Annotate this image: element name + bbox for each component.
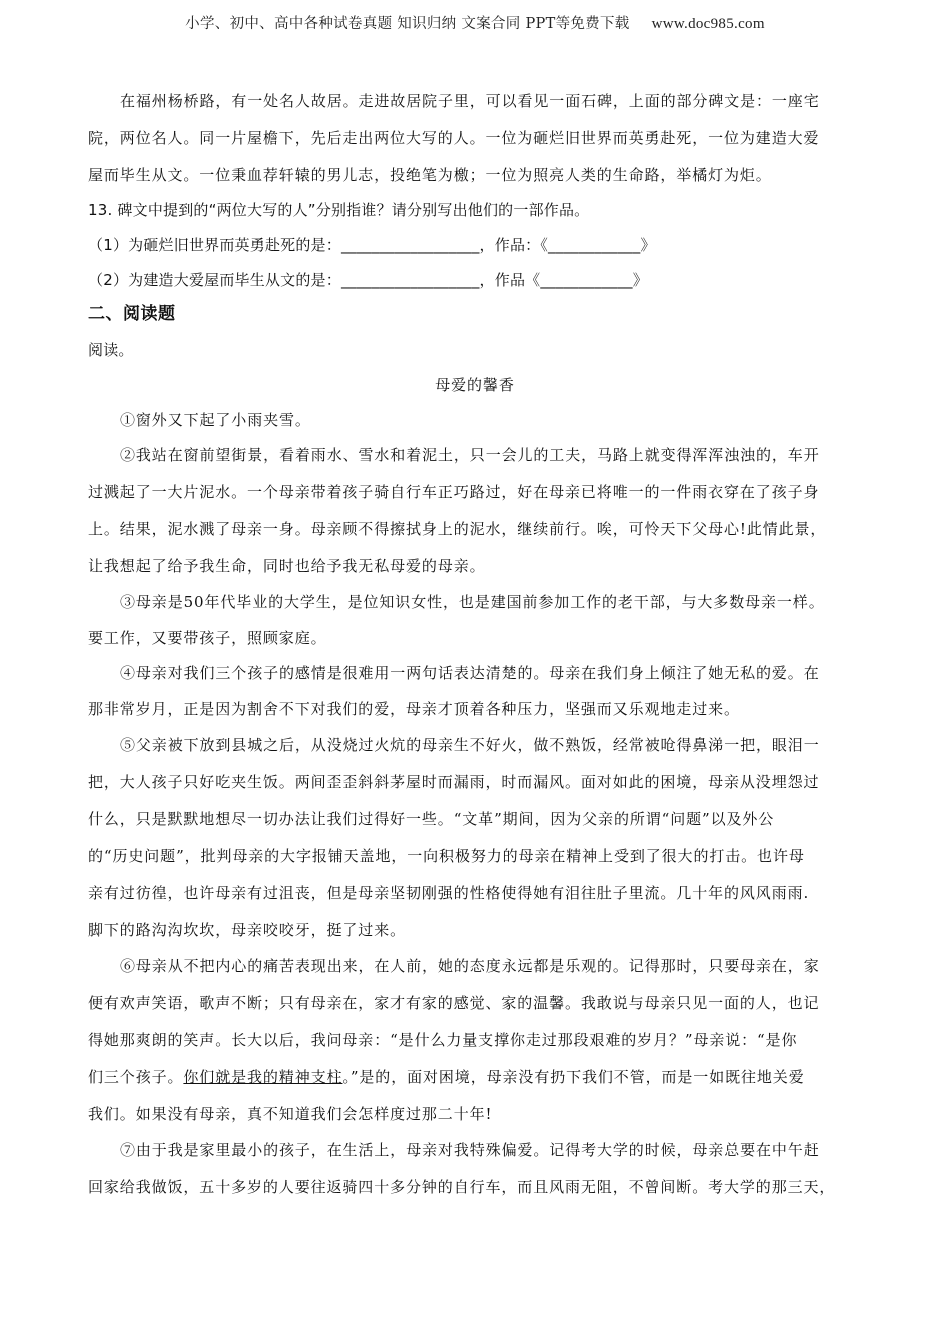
paragraph-4-line-1: ④母亲对我们三个孩子的感情是很难用一两句话表达清楚的。母亲在我们身上倾注了她无私的爱。在 — [120, 664, 820, 682]
paragraph-2-line-2: 过溅起了一大片泥水。一个母亲带着孩子骑自行车正巧路过，好在母亲已将唯一的一件雨衣穿在了孩子身 — [88, 483, 820, 501]
paragraph-5-line-2: 把，大人孩子只好吃夹生饭。两间歪歪斜斜茅屋时而漏雨，时而漏风。面对如此的困境，母亲从没埋怨过 — [88, 773, 820, 791]
question-13-answer-2: （2）为建造大爱屋而毕生从文的是：__________________，作品《____________》 — [88, 271, 648, 289]
paragraph-2-line-1: ②我站在窗前望街景，看着雨水、雪水和着泥土，只一会儿的工夫，马路上就变得浑浑浊浊的，车开 — [120, 446, 820, 464]
paragraph-6-line-4-end: 。”是的，面对困境，母亲没有扔下我们不管，而是一如既往地关爱 — [342, 1068, 805, 1086]
question-13-stem: 13. 碑文中提到的“两位大写的人”分别指谁？请分别写出他们的一部作品。 — [88, 201, 590, 219]
paragraph-3-line-1: ③母亲是50年代毕业的大学生，是位知识女性，也是建国前参加工作的老干部，与大多数母亲一样。 — [120, 593, 825, 611]
paragraph-7-line-1: ⑦由于我是家里最小的孩子，在生活上，母亲对我特殊偏爱。记得考大学的时候，母亲总要在中午赶 — [120, 1141, 820, 1159]
underlined-sentence: 你们就是我的精神支柱 — [183, 1068, 343, 1086]
paragraph-6-line-3: 得她那爽朗的笑声。长大以后，我问母亲：“是什么力量支撑你走过那段艰难的岁月？”母亲说：“是你 — [88, 1031, 798, 1049]
paragraph-5-line-1: ⑤父亲被下放到县城之后，从没烧过火炕的母亲生不好火，做不熟饭，经常被呛得鼻涕一把，眼泪一 — [120, 736, 820, 754]
paragraph-3-line-2: 要工作，又要带孩子，照顾家庭。 — [88, 629, 327, 647]
paragraph-4-line-2: 那非常岁月，正是因为割舍不下对我们的爱，母亲才顶着各种压力，坚强而又乐观地走过来。 — [88, 700, 740, 718]
page-header — [0, 12, 950, 33]
article-title: 母爱的馨香 — [435, 376, 515, 394]
paragraph-1: ①窗外又下起了小雨夹雪。 — [120, 411, 311, 429]
paragraph-5-line-5: 亲有过彷徨，也许母亲有过沮丧，但是母亲坚韧刚强的性格使得她有泪往肚子里流。几十年的风风雨雨. — [88, 884, 810, 902]
section-heading: 二、阅读题 — [88, 304, 176, 324]
header-site: www.doc985.com — [651, 16, 765, 32]
paragraph-5-line-6: 脚下的路沟沟坎坎，母亲咬咬牙，挺了过来。 — [88, 921, 407, 939]
paragraph-5-line-3: 什么，只是默默地想尽一切办法让我们过得好一些。“文革”期间，因为父亲的所谓“问题”以及外公 — [88, 810, 775, 828]
intro-line-1: 在福州杨桥路，有一处名人故居。走进故居院子里，可以看见一面石碑，上面的部分碑文是：一座宅 — [120, 92, 820, 110]
paragraph-2-line-4: 让我想起了给予我生命，同时也给予我无私母爱的母亲。 — [88, 557, 486, 575]
paragraph-6-line-4-start: 们三个孩子。 — [88, 1068, 184, 1086]
intro-line-3: 屋而毕生从文。一位秉血荐轩辕的男儿志，投绝笔为檄；一位为照亮人类的生命路，举橘灯为炬。 — [88, 166, 772, 184]
intro-line-2: 院，两位名人。同一片屋檐下，先后走出两位大写的人。一位为砸烂旧世界而英勇赴死，一位为建造大爱 — [88, 129, 820, 147]
paragraph-6-line-2: 便有欢声笑语，歌声不断；只有母亲在，家才有家的感觉、家的温馨。我敢说与母亲只见一面的人，也记 — [88, 994, 820, 1012]
paragraph-7-line-2: 回家给我做饭，五十多岁的人要往返骑四十多分钟的自行车，而且风雨无阻，不曾间断。考大学的那三天， — [88, 1178, 836, 1196]
paragraph-2-line-3: 上。结果，泥水溅了母亲一身。母亲顾不得擦拭身上的泥水，继续前行。唉，可怜天下父母心!此情此景， — [88, 520, 827, 538]
paragraph-5-line-4: 的“历史问题”，批判母亲的大字报铺天盖地，一向积极努力的母亲在精神上受到了很大的打击。也许母 — [88, 847, 805, 865]
paragraph-6-line-4 — [88, 1067, 868, 1087]
paragraph-6-line-5: 我们。如果没有母亲，真不知道我们会怎样度过那二十年! — [88, 1105, 493, 1123]
read-instruction: 阅读。 — [88, 341, 134, 359]
header-text: 小学、初中、高中各种试卷真题 知识归纳 文案合同 PPT等免费下载 — [185, 16, 630, 32]
paragraph-6-line-1: ⑥母亲从不把内心的痛苦表现出来，在人前，她的态度永远都是乐观的。记得那时，只要母亲在，家 — [120, 957, 820, 975]
question-13-answer-1: （1）为砸烂旧世界而英勇赴死的是：__________________，作品：《____________》 — [88, 236, 656, 254]
